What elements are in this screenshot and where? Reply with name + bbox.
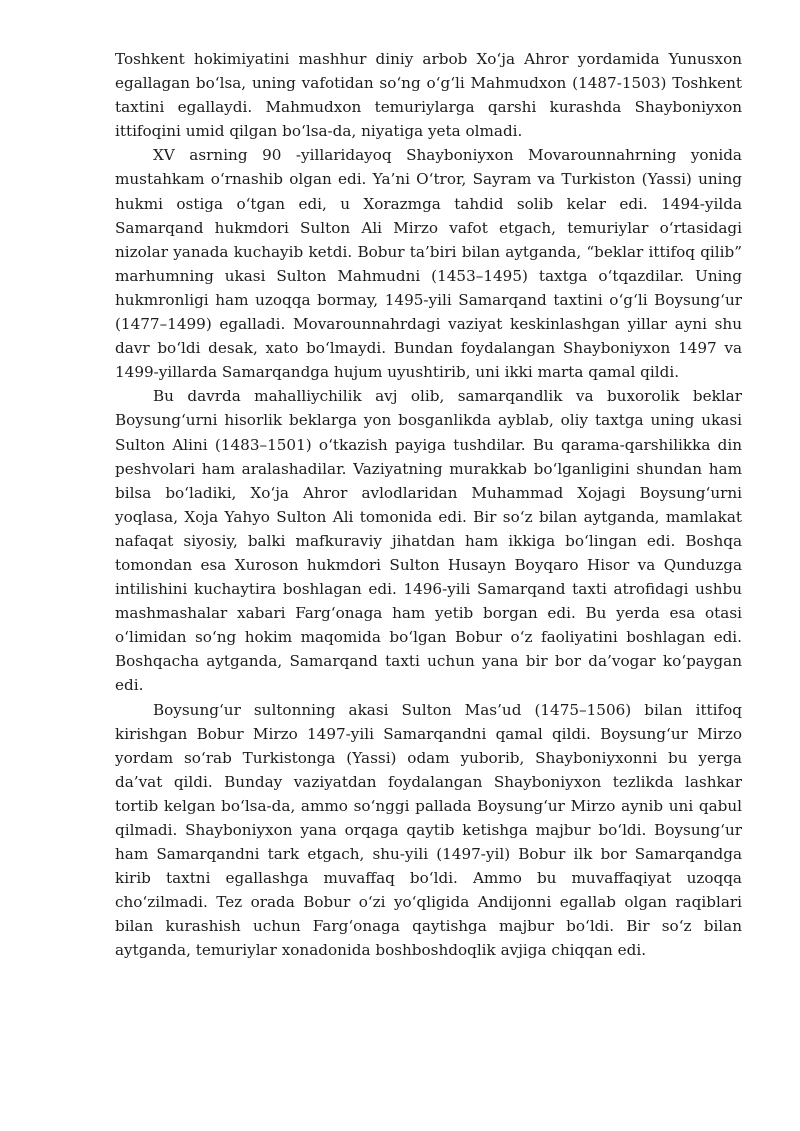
document-page	[115, 47, 742, 963]
paragraph-4: Boysung‘ur sultonning akasi Sulton Mas’ud (1475–1506) bilan ittifoq kirishgan Bobur Mirzo 1497-yili Samarqandni qamal qildi. Boysung‘ur Mirzo yordam so‘rab Turkistonga (Yassi) odam yuborib, Shayboniyxonni bu yerga da’vat qildi. Bunday vaziyatdan foydalangan Shayboniyxon tezlikda lashkar tortib kelgan bo‘lsa-da, ammo so‘nggi pallada Boysung‘ur Mirzo aynib uni qabul qilmadi. Shayboniyxon yana orqaga qaytib ketishga majbur bo‘ldi. Boysung‘ur ham Samarqandni tark etgach, shu-yili (1497-yil) Bobur ilk bor Samarqandga kirib taxtni egallashga muvaffaq bo‘ldi. Ammo bu muvaffaqiyat uzoqqa cho‘zilmadi. Tez orada Bobur o‘zi yo‘qligida Andijonni egallab olgan raqiblari bilan kurashish uchun Farg‘onaga qaytishga majbur bo‘ldi. Bir so‘z bilan aytganda, temuriylar xonadonida boshboshdoqlik avjiga chiqqan edi.	[115, 700, 742, 960]
paragraph-1: Toshkent hokimiyatini mashhur diniy arbob Xo‘ja Ahror yordamida Yunusxon egallagan bo‘lsa, uning vafotidan so‘ng o‘g‘li Mahmudxon (1487-1503) Toshkent taxtini egallaydi. Mahmudxon temuriylarga qarshi kurashda Shayboniyxon ittifoqini umid qilgan bo‘lsa-da, niyatiga yeta olmadi.	[115, 50, 742, 141]
paragraph-3: Bu davrda mahalliychilik avj olib, samarqandlik va buxorolik beklar Boysung‘urni hisorlik beklarga yon bosganlikda ayblab, oliy taxtga uning ukasi Sulton Alini (1483–1501) o‘tkazish payiga tushdilar. Bu qarama-qarshilikka din peshvolari ham aralashadilar. Vaziyatning murakkab bo‘lganligini shundan ham bilsa bo‘ladiki, Xo‘ja Ahror avlodlaridan Muhammad Xojagi Boysung‘urni yoqlasa, Xoja Yahyo Sulton Ali tomonida edi. Bir so‘z bilan aytganda, mamlakat nafaqat siyosiy, balki mafkuraviy jihatdan ham ikkiga bo‘lingan edi. Boshqa tomondan esa Xuroson hukmdori Sulton Husayn Boyqaro Hisor va Qunduzga intilishini kuchaytira boshlagan edi. 1496-yili Samarqand taxti atrofidagi ushbu mashmashalar xabari Farg‘onaga ham yetib borgan edi. Bu yerda esa otasi o‘limidan so‘ng hokim maqomida bo‘lgan Bobur o‘z faoliyatini boshlagan edi. Boshqacha aytganda, Samarqand taxti uchun yana bir bor da’vogar ko‘paygan edi.	[115, 387, 742, 695]
paragraph-2: XV asrning 90 -yillaridayoq Shayboniyxon Movarounnahrning yonida mustahkam o‘rnashib olgan edi. Ya’ni O‘tror, Sayram va Turkiston (Yassi) uning hukmi ostiga o‘tgan edi, u Xorazmga tahdid solib kelar edi. 1494-yilda Samarqand hukmdori Sulton Ali Mirzo vafot etgach, temuriylar o‘rtasidagi nizolar yanada kuchayib ketdi. Bobur ta’biri bilan aytganda, “beklar ittifoq qilib” marhumning ukasi Sulton Mahmudni (1453–1495) taxtga o‘tqazdilar. Uning hukmronligi ham uzoqqa bormay, 1495-yili Samarqand taxtini o‘g‘li Boysung‘ur (1477–1499) egalladi. Movarounnahrdagi vaziyat keskinlashgan yillar ayni shu davr bo‘ldi desak, xato bo‘lmaydi. Bundan foydalangan Shayboniyxon 1497 va 1499-yillarda Samarqandga hujum uyushtirib, uni ikki marta qamal qildi.	[115, 146, 742, 382]
